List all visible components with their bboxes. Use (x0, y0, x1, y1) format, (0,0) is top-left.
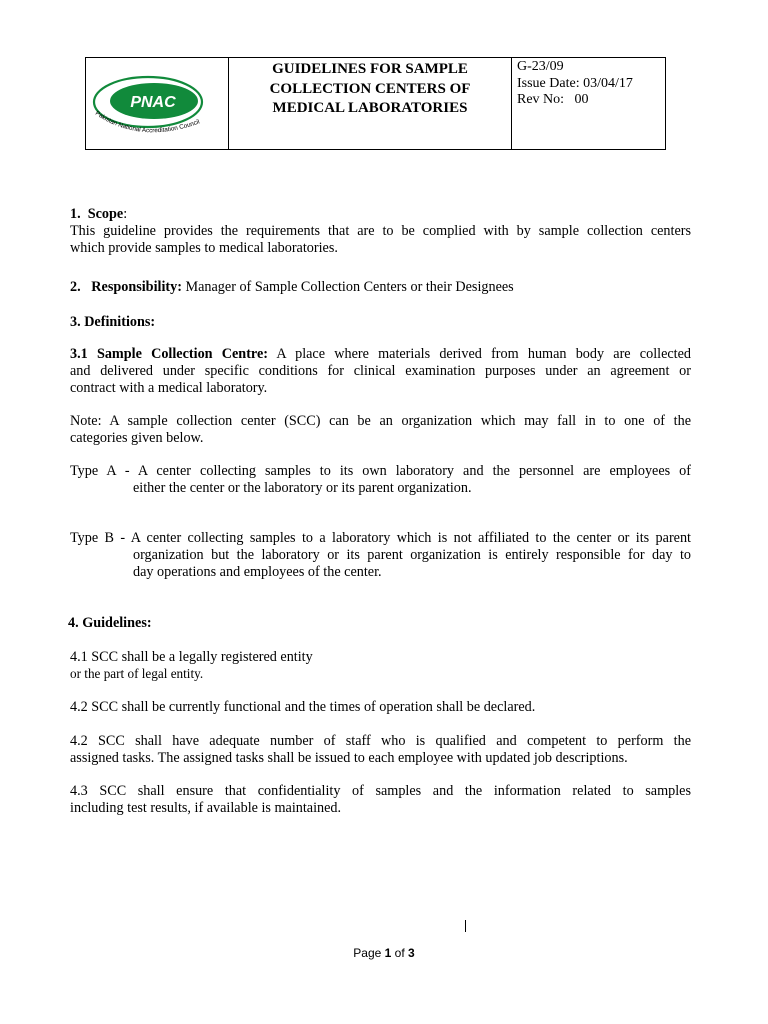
note-line-1: Note: A sample collection center (SCC) can be an organization which may fall in to one of the (70, 413, 691, 429)
scope-heading-line (70, 206, 127, 223)
rev-no: Rev No: 00 (517, 92, 589, 107)
page-total: 3 (408, 946, 415, 960)
guidelines-heading: 4. Guidelines: (68, 615, 152, 631)
guideline-4-3-paragraph (70, 783, 691, 817)
definitions-heading: 3. Definitions: (70, 314, 156, 330)
guideline-4-2a: 4.2 SCC shall be currently functional and the times of operation shall be declared. (70, 699, 536, 715)
type-a-line-2: either the center or the laboratory or its parent organization. (133, 480, 472, 496)
scc-definition-paragraph (70, 346, 691, 397)
type-a-paragraph (70, 463, 691, 497)
scc-line-2: and delivered under specific conditions for clinical examination purposes under an agreement or (70, 363, 691, 379)
responsibility-text: Manager of Sample Collection Centers or their Designees (181, 279, 514, 295)
type-b-paragraph (70, 530, 691, 581)
scope-heading: 1. Scope (70, 206, 124, 222)
scc-line-3: contract with a medical laboratory. (70, 380, 268, 396)
scc-heading: 3.1 Sample Collection Centre: (70, 346, 268, 362)
document-header-table (85, 57, 666, 150)
pnac-logo (91, 72, 221, 142)
title-line-2: COLLECTION CENTERS OF (269, 80, 471, 97)
guideline-4-2b-line-2: assigned tasks. The assigned tasks shall be issued to each employee with updated job descriptions. (70, 750, 628, 766)
type-a-line-1: Type A - A center collecting samples to its own laboratory and the personnel are employees of (70, 463, 691, 479)
note-paragraph (70, 413, 691, 447)
logo-text: PNAC (130, 94, 176, 111)
note-line-2: categories given below. (70, 430, 204, 446)
title-line-3: MEDICAL LABORATORIES (272, 100, 468, 116)
scope-line-2: which provide samples to medical laboratories. (70, 240, 338, 256)
title-line-1: GUIDELINES FOR SAMPLE (272, 61, 468, 77)
page-current: 1 (384, 946, 392, 960)
guideline-4-3-line-2: including test results, if available is maintained. (70, 800, 342, 816)
guideline-4-3-line-1: 4.3 SCC shall ensure that confidentiality of samples and the information related to samples (70, 783, 691, 799)
logo-cell (86, 58, 229, 149)
logo-arc-text: Pakistan National Accreditation Council (93, 109, 201, 135)
guideline-4-1-line-2: or the part of legal entity. (70, 666, 204, 681)
scope-line-1: This guideline provides the requirements that are to be complied with by sample collection centers (70, 223, 691, 239)
type-b-line-2: organization but the laboratory or its parent organization is entirely responsible for day to (133, 547, 691, 563)
type-b-line-1: Type B - A center collecting samples to a laboratory which is not affiliated to the center or its parent (70, 530, 691, 546)
scope-paragraph (70, 223, 691, 257)
responsibility-line (70, 279, 514, 296)
doc-code: G-23/09 (517, 59, 564, 74)
guideline-4-2b-paragraph (70, 733, 691, 767)
issue-date: Issue Date: 03/04/17 (517, 75, 633, 91)
scc-line-1 (70, 346, 691, 363)
document-title (229, 58, 512, 149)
document-meta (512, 58, 665, 149)
responsibility-heading: 2. Responsibility: (70, 279, 182, 295)
page-number-footer: Page 1 of 3 (353, 946, 415, 960)
scope-colon: : (123, 206, 128, 222)
text-cursor (465, 920, 466, 932)
type-b-line-3: day operations and employees of the center. (133, 564, 382, 580)
guideline-4-1-line-1: 4.1 SCC shall be a legally registered entity (70, 649, 313, 665)
guideline-4-2b-line-1: 4.2 SCC shall have adequate number of staff who is qualified and competent to perform the (70, 733, 691, 749)
scc-text-1: A place where materials derived from human body are collected (268, 346, 692, 362)
